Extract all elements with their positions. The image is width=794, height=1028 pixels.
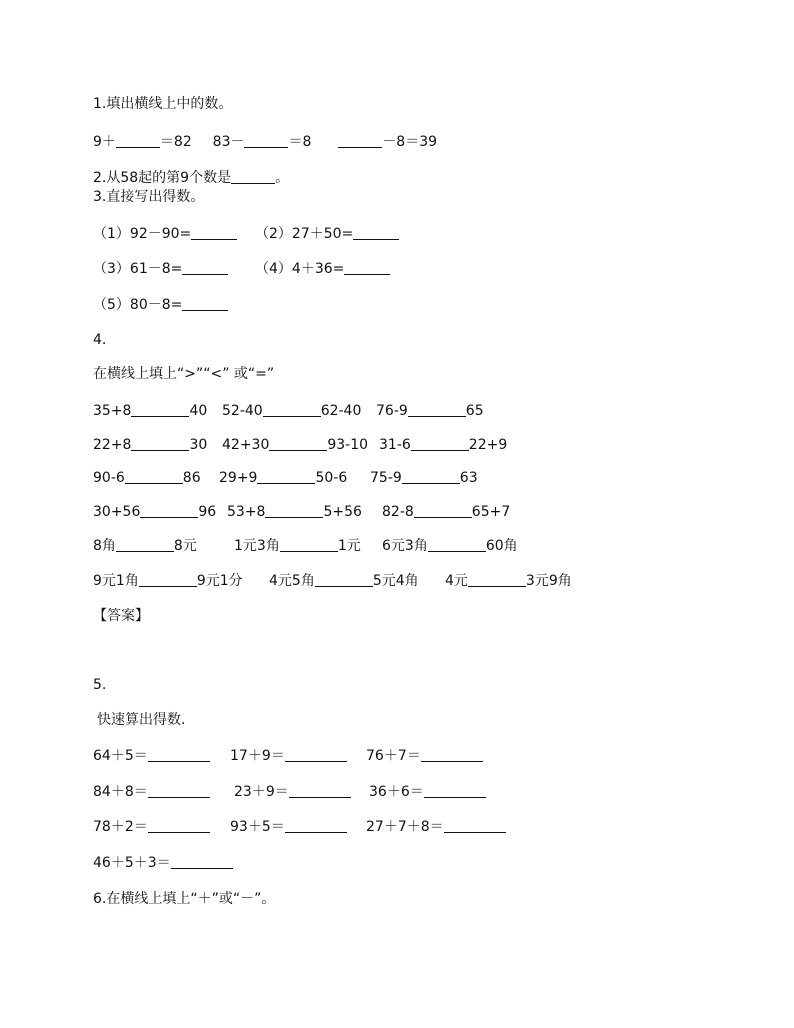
compare-left: 8角 — [93, 538, 116, 554]
compare-left: 53+8 — [227, 504, 266, 520]
q1-b-right: ＝8 — [288, 134, 312, 150]
answer-blank[interactable] — [257, 469, 315, 484]
compare-left: 4元 — [445, 573, 468, 589]
answer-blank[interactable] — [125, 469, 183, 484]
compare-left: 82-8 — [382, 504, 414, 520]
answer-blank[interactable] — [411, 436, 469, 451]
compare-right: 8元 — [173, 538, 197, 554]
compare-right: 5元4角 — [372, 573, 419, 589]
q1-title: 1.填出横线上中的数。 — [93, 96, 233, 112]
answer-blank[interactable] — [231, 169, 275, 184]
compare-right: 1元 — [337, 538, 361, 554]
compare-right: 3元9角 — [525, 573, 572, 589]
calc-expression: 93＋5＝ — [230, 819, 285, 835]
compare-left: 90-6 — [93, 470, 125, 486]
compare-left: 75-9 — [370, 470, 402, 486]
answer-blank[interactable] — [182, 260, 228, 275]
q4-number: 4. — [93, 332, 107, 348]
compare-right: 65+7 — [471, 504, 511, 520]
q3-item: （4）4＋36= — [255, 261, 345, 277]
compare-left: 52-40 — [222, 403, 263, 419]
compare-right: 40 — [189, 403, 208, 419]
calc-expression: 78＋2＝ — [93, 819, 148, 835]
answer-blank[interactable] — [265, 503, 323, 518]
q5-number: 5. — [93, 677, 107, 693]
compare-left: 31-6 — [379, 437, 411, 453]
compare-left: 42+30 — [222, 437, 270, 453]
q1-row — [93, 133, 437, 151]
compare-left: 1元3角 — [234, 538, 280, 554]
compare-left: 30+56 — [93, 504, 141, 520]
answer-blank[interactable] — [148, 783, 210, 798]
answer-blank[interactable] — [140, 503, 198, 518]
answer-blank[interactable] — [148, 747, 210, 762]
answer-blank[interactable] — [414, 503, 472, 518]
answer-blank[interactable] — [285, 818, 347, 833]
compare-left: 4元5角 — [269, 573, 315, 589]
calc-expression: 36＋6＝ — [369, 784, 424, 800]
q4-instruction: 在横线上填上“>”“<” 或“=” — [93, 366, 275, 382]
calc-expression: 84＋8＝ — [93, 784, 148, 800]
q2-end: 。 — [275, 170, 290, 186]
answer-blank[interactable] — [171, 854, 233, 869]
calc-expression: 76＋7＝ — [366, 748, 421, 764]
answer-blank[interactable] — [315, 572, 373, 587]
answer-blank[interactable] — [116, 133, 160, 148]
q6-title: 6.在横线上填上“＋”或“－”。 — [93, 891, 276, 907]
answer-blank[interactable] — [402, 469, 460, 484]
compare-left: 22+8 — [93, 437, 132, 453]
q3-item: （5）80－8= — [93, 297, 183, 313]
compare-left: 76-9 — [376, 403, 408, 419]
answer-blank[interactable] — [191, 225, 237, 240]
q2-text: 2.从58起的第9个数是 — [93, 170, 232, 186]
compare-right: 22+9 — [468, 437, 508, 453]
answer-blank[interactable] — [263, 402, 321, 417]
compare-right: 93-10 — [327, 437, 369, 453]
compare-right: 96 — [198, 504, 217, 520]
answer-blank[interactable] — [444, 818, 506, 833]
answer-blank[interactable] — [424, 783, 486, 798]
q3-item: （3）61－8= — [93, 261, 183, 277]
compare-right: 50-6 — [315, 470, 348, 486]
q5-instruction: 快速算出得数. — [97, 712, 186, 728]
answer-blank[interactable] — [148, 818, 210, 833]
answer-blank[interactable] — [280, 537, 338, 552]
answer-blank[interactable] — [408, 402, 466, 417]
compare-right: 86 — [182, 470, 201, 486]
answer-blank[interactable] — [131, 436, 189, 451]
q2-line — [93, 169, 289, 187]
compare-right: 9元1分 — [196, 573, 243, 589]
q3-item: （1）92－90= — [93, 226, 192, 242]
calc-expression: 27＋7＋8＝ — [366, 819, 444, 835]
compare-right: 60角 — [485, 538, 518, 554]
answer-blank[interactable] — [182, 296, 228, 311]
answer-blank[interactable] — [468, 572, 526, 587]
compare-left: 35+8 — [93, 403, 132, 419]
compare-left: 9元1角 — [93, 573, 139, 589]
q1-b-left: 83－ — [212, 134, 245, 150]
answer-label: 【答案】 — [93, 608, 149, 624]
answer-blank[interactable] — [421, 747, 483, 762]
answer-blank[interactable] — [285, 747, 347, 762]
compare-right: 5+56 — [323, 504, 362, 520]
calc-expression: 23＋9＝ — [234, 784, 289, 800]
calc-expression: 64＋5＝ — [93, 748, 148, 764]
answer-blank[interactable] — [344, 260, 390, 275]
q1-a-left: 9＋ — [93, 134, 116, 150]
calc-expression: 17＋9＝ — [230, 748, 285, 764]
q1-a-right: ＝82 — [159, 134, 192, 150]
q1-c-right: －8＝39 — [382, 134, 438, 150]
compare-right: 62-40 — [320, 403, 362, 419]
compare-left: 29+9 — [219, 470, 258, 486]
compare-right: 63 — [459, 470, 478, 486]
compare-right: 30 — [189, 437, 208, 453]
calc-expression: 46＋5＋3＝ — [93, 855, 171, 871]
answer-blank[interactable] — [269, 436, 327, 451]
compare-right: 65 — [465, 403, 484, 419]
answer-blank[interactable] — [244, 133, 288, 148]
compare-left: 6元3角 — [382, 538, 428, 554]
answer-blank[interactable] — [116, 537, 174, 552]
answer-blank[interactable] — [139, 572, 197, 587]
q3-title: 3.直接写出得数。 — [93, 189, 205, 205]
answer-blank[interactable] — [353, 225, 399, 240]
answer-blank[interactable] — [131, 402, 189, 417]
answer-blank[interactable] — [289, 783, 351, 798]
answer-blank[interactable] — [428, 537, 486, 552]
q3-item: （2）27＋50= — [255, 226, 354, 242]
answer-blank[interactable] — [338, 133, 382, 148]
